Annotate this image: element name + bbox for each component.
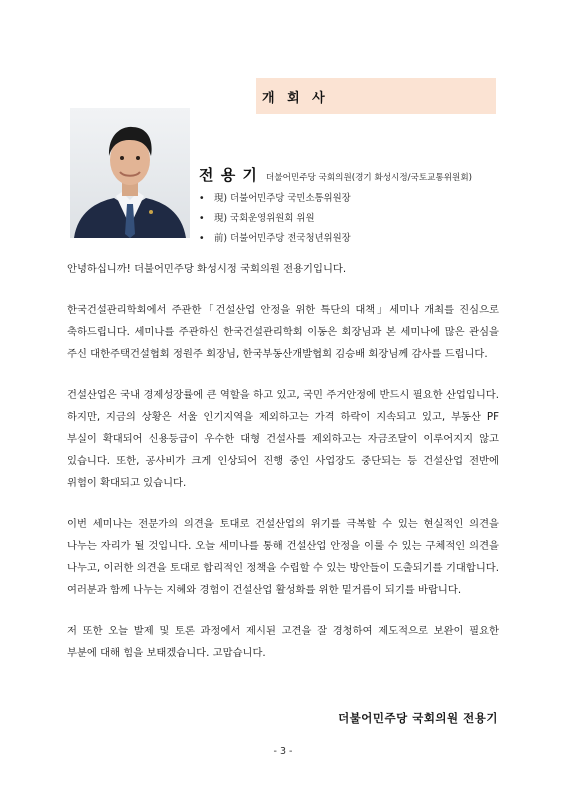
paragraph-greeting: 안녕하십니까! 더불어민주당 화성시정 국회의원 전용기입니다.	[67, 263, 347, 275]
position-item: • 現) 더불어민주당 국민소통위원장	[199, 189, 351, 209]
speaker-positions-list	[199, 189, 351, 249]
speaker-heading	[199, 164, 472, 185]
speaker-name: 전 용 기	[199, 166, 258, 184]
speaker-photo	[70, 108, 190, 238]
signature: 더불어민주당 국회의원 전용기	[338, 711, 498, 725]
section-title-box	[256, 78, 496, 114]
paragraph-seminar-purpose: 이번 세미나는 전문가의 의견을 토대로 건설산업의 위기를 극복할 수 있는 현실적인 의견을 나누는 자리가 될 것입니다. 오늘 세미나를 통해 건설산업 안정을 이룰 수 있는 구체적인 의견을 나누고, 이러한 의견을 토대로 합리적인 정책을 수립할 수 있는 방안들이 도출되기를 기대합니다. 여러분과 함께 나누는 지혜와 경험이 건설산업 활성화를 위한 밑거름이 되기를 바랍니다.	[67, 518, 499, 596]
paragraph-congratulation: 한국건설관리학회에서 주관한「건설산업 안정을 위한 특단의 대책」세미나 개최를 진심으로 축하드립니다. 세미나를 주관하신 한국건설관리학회 이동은 회장님과 본 세미나에 많은 관심을 주신 대한주택건설협회 정원주 회장님, 한국부동산개발협회 김승배 회장님께 감사를 드립니다.	[67, 304, 499, 360]
position-item: • 前) 더불어민주당 전국청년위원장	[199, 229, 351, 249]
speaker-affiliation: 더불어민주당 국회의원(경기 화성시정/국토교통위원회)	[266, 173, 473, 183]
paragraph-industry-status: 건설산업은 국내 경제성장률에 큰 역할을 하고 있고, 국민 주거안정에 반드시 필요한 산업입니다. 하지만, 지금의 상황은 서울 인기지역을 제외하고는 가격 하락이 지속되고 있고, 부동산 PF 부실이 확대되어 신용등급이 우수한 대형 건설사를 제외하고는 자금조달이 이루어지지 않고 있습니다. 또한, 공사비가 크게 인상되어 진행 중인 사업장도 중단되는 등 건설산업 전반에 위험이 확대되고 있습니다.	[67, 389, 499, 489]
page-number: - 3 -	[273, 746, 293, 757]
section-title: 개 회 사	[262, 90, 329, 106]
paragraph-closing: 저 또한 오늘 발제 및 토론 과정에서 제시된 고견을 잘 경청하여 제도적으로 보완이 필요한 부분에 대해 힘을 보태겠습니다. 고맙습니다.	[67, 625, 499, 659]
bullet-icon: •	[199, 233, 205, 244]
bullet-icon: •	[199, 193, 205, 204]
position-item: • 現) 국회운영위원회 위원	[199, 209, 351, 229]
speech-body	[67, 258, 499, 683]
bullet-icon: •	[199, 213, 205, 224]
speaker-portrait-image	[70, 108, 190, 238]
